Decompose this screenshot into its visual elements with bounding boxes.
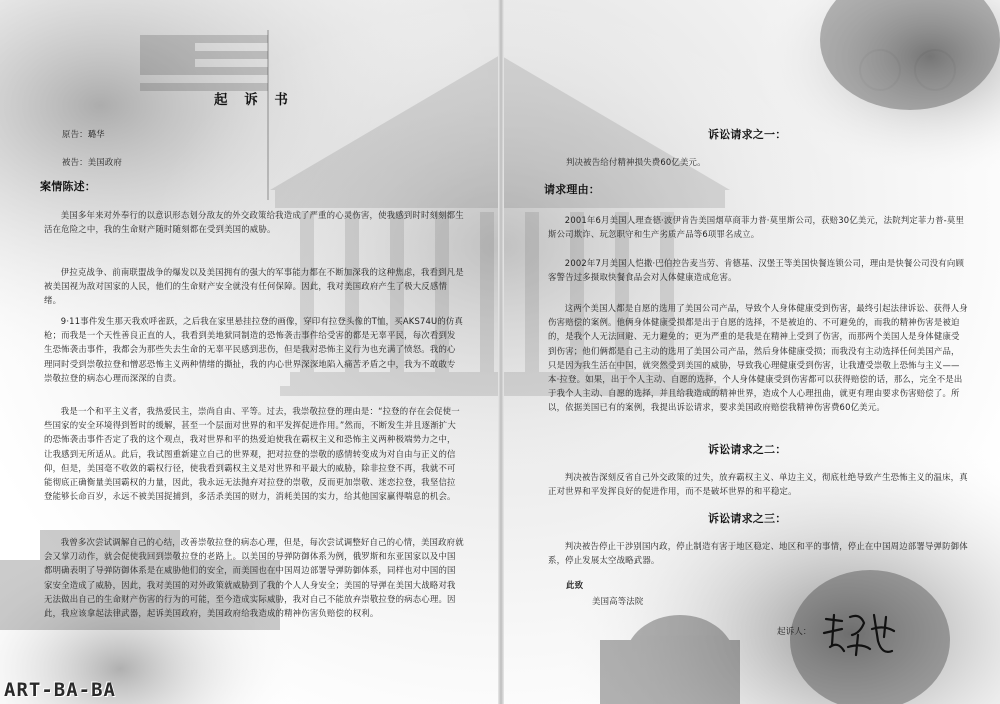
claim-3-heading: 诉讼请求之三： [708,512,787,525]
reason-paragraph-1: 2001年6月美国人理查德·波伊肯告美国烟草商菲力普·莫里斯公司，获赔30亿美元，法院判定菲力普-莫里斯公司欺诈、玩忽职守和生产劣质产品等6项罪名成立。 [548,215,965,240]
reason-paragraph-3: 这两个美国人都是自愿的选用了美国公司产品，导致个人身体健康受到伤害，最终引起法律诉讼、获得人身伤害赔偿的案例。他俩身体健康受损都是出于自愿的选择，不是被迫的、不可避免的，而我的精神伤害是被迫的，是我个人无法回避、无力避免的；更为严重的是我是在精神上受到了伤害，而那两个美国人是身体健康受到伤害；他们俩都是自己主动的选用了美国公司产品，然后身体健康受损；而我没有主动选择任何美国产品，只是因为我生活在中国，就突然受到美国的威胁，导致我心理健康受到伤害，让我遭受崇敬上恐怖与主义——本·拉登。如果，出于个人主动、自愿的选择，个人身体健康受到伤害都可以获得赔偿的话，那么，完全不是出于我个人主动、自愿的选择，并且给我造成的精神世界，造成个人心理扭曲，就更有理由要求伤害赔偿了。所以，依据美国已有的案例，我提出诉讼请求，要求美国政府赔偿我精神伤害费60亿美元。 [548,303,968,413]
closing-salutation: 此致 [566,580,584,590]
right-page [504,0,1000,704]
facts-heading: 案情陈述： [40,180,96,193]
reason-paragraph-2: 2002年7月美国人恺撒·巴伯控告麦当劳、肯德基、汉堡王等美国快餐连锁公司，理由是快餐公司没有向顾客警告过多摄取快餐食品会对人体健康造成危害。 [548,258,965,283]
claim-2-heading: 诉讼请求之二： [708,443,787,456]
claim-1-text: 判决被告给付精神损失费60亿美元。 [566,157,706,167]
reasons-heading: 请求理由： [544,183,600,196]
left-page [0,0,498,704]
plaintiff-line: 原告：璐华 [62,129,105,139]
facts-paragraph-2: 伊拉克战争、前南联盟战争的爆发以及美国拥有的强大的军事能力都在不断加深我的这种焦虑，我看到凡是被美国视为敌对国家的人民，他们的生命财产安全就没有任何保障。因此，我对美国政府产生了极大反感情绪。 [44,267,464,306]
claim-2-text: 判决被告深刻反省自己外交政策的过失，放弃霸权主义、单边主义，彻底杜绝导致产生恐怖主义的温床，真正对世界和平发挥良好的促进作用，而不是破坏世界的和平稳定。 [548,472,968,497]
facts-paragraph-3: 9·11事件发生那天我欢呼雀跃，之后我在家里悬挂拉登的画像，穿印有拉登头像的T恤，买AKS74U的仿真枪；而我是一个天性善良正直的人，我看到美地狱同制造的恐怖袭击事件给受害的都是无辜平民，每次看到发生恐怖袭击事件，我都会为那些失去生命的无辜平民感到悲伤，但是我对恐怖主义行为也充满了愤怒。我的心理同时受到崇敬拉登和憎恶恐怖主义两种情绪的撕扯，我的内心世界深深地陷入痛苦矛盾之中，我为不敢敢专崇敬拉登的病态心理而深深的自责。 [44,316,464,383]
claim-1-heading: 诉讼请求之一： [708,128,787,141]
site-watermark-logo: ART-BA-BA [4,679,116,701]
document-title: 起 诉 书 [214,92,294,108]
court-name: 美国高等法院 [592,596,644,606]
defendant-line: 被告：美国政府 [62,157,123,167]
handwritten-signature [820,607,900,662]
facts-paragraph-4: 我是一个和平主义者，我热爱民主，崇尚自由、平等。过去，我崇敬拉登的理由是：“拉登的存在会促使一些国家的安全环境得到暂时的缓解，甚至一个层面对世界的和平发挥促进作用。”然而，不断发生并且逐渐扩大的恐怖袭击事件否定了我的这个观点，我对世界和平的热爱迫使我在霸权主义和恐怖主义两种极端势力之中，让我感到无所适从。此后，我试图重新建立自己的世界观，把对拉登的崇敬的感情转变成为对自由与正义的信仰，但是，美国毫不收敛的霸权行径，使我看到霸权主义是对世界和平最大的威胁，除非拉登不再，我就不可能彻底正确衡量美国霸权的力量，因此，我永远无法抛弃对拉登的崇敬，反而更加崇敬、迷恋拉登，我坚信拉登能够长命百岁，永远不被美国捉捕到，多活杀美国的财力，消耗美国的实力，给其他国家赢得喘息的机会。 [44,406,460,502]
signature-label: 起诉人： [777,627,812,637]
claim-3-text: 判决被告停止干涉别国内政，停止制造有害于地区稳定、地区和平的事情，停止在中国周边部署导弹防御体系，停止发展太空战略武器。 [548,541,968,566]
facts-paragraph-5: 我曾多次尝试调解自己的心结，改善崇敬拉登的病态心理，但是，每次尝试调整好自己的心情，美国政府就会又掌刀动作，就会促使我回到崇敬拉登的老路上。以美国的导弹防御体系为例，俄罗斯和东亚国家以及中国都明确表明了导弹防御体系是在威胁他们的安全，而美国也在中国周边部署导弹防御体系，同样也对中国的国家安全造成了威胁，因此，我对美国的对外政策就威胁到了我的个人人身安全；美国的导弹在美国大战略对我无法做出自己的生命财产伤害的行为的可能，至今造成实际威胁，我对自己不能放弃崇敬拉登的病态心理。因此，我应该拿起法律武器，起诉美国政府，美国政府给我造成的精神伤害负赔偿的权利。 [44,537,464,619]
facts-paragraph-1: 美国多年来对外奉行的以意识形态划分敌友的外交政策给我造成了严重的心灵伤害，使我感到时时刻刻都生活在危险之中，我的生命财产随时随刻都在受到美国的威胁。 [44,210,464,235]
